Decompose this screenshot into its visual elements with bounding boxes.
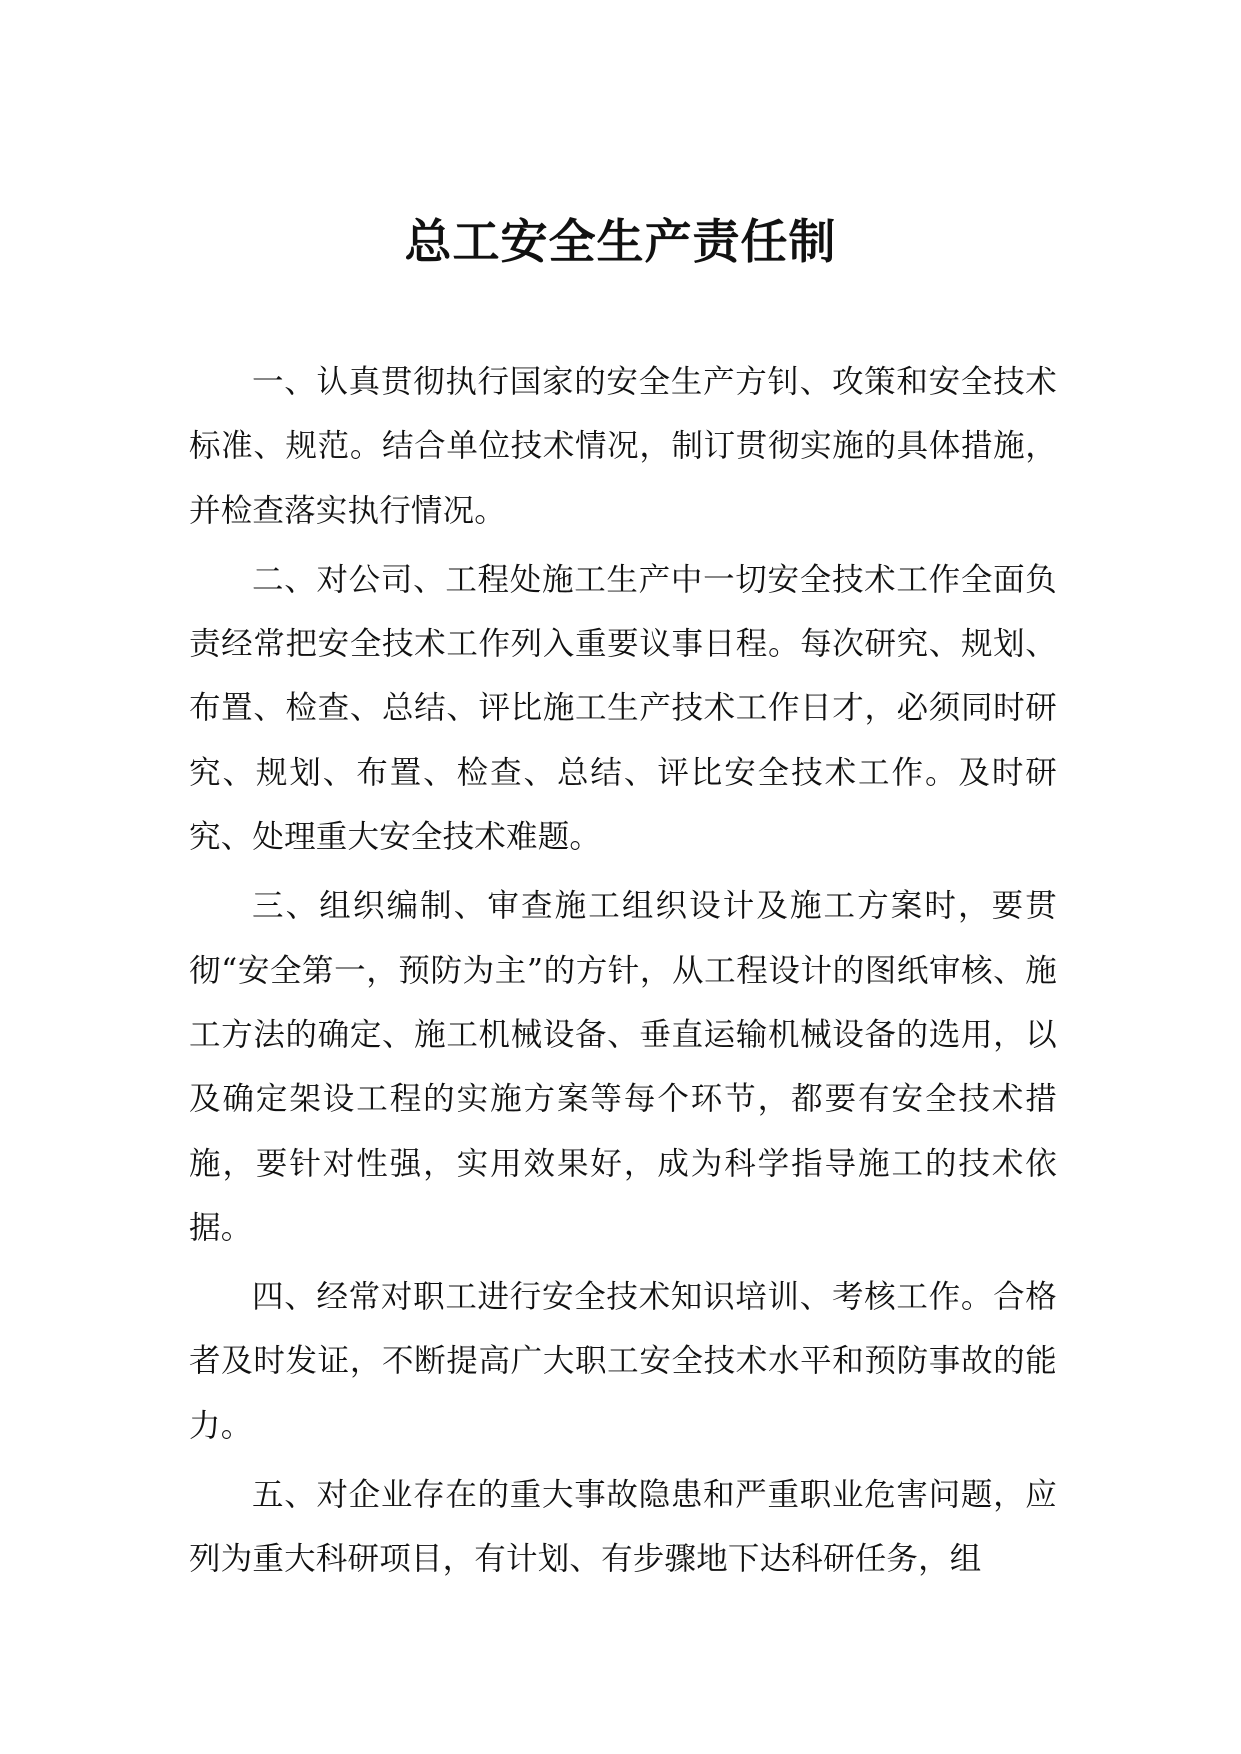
paragraph-1: 一、认真贯彻执行国家的安全生产方钊、攻策和安全技术标准、规范。结合单位技术情况，制订贯彻实施的具体措施，并检查落实执行情况。 (189, 364, 1057, 529)
document-title: 总工安全生产责任制 (404, 215, 837, 270)
paragraph-2: 二、对公司、工程处施工生产中一切安全技术工作全面负责经常把安全技术工作列入重要议事日程。每次研究、规划、布置、检查、总结、评比施工生产技术工作日才，必须同时研究、规划、布置、检查、总结、评比安全技术工作。及时研究、处理重大安全技术难题。 (189, 561, 1057, 856)
paragraph-5: 五、对企业存在的重大事故隐患和严重职业危害问题，应列为重大科研项目，有计划、有步骤地下达科研任务，组 (189, 1477, 1057, 1578)
paragraph-3: 三、组织编制、审查施工组织设计及施工方案时，要贯彻“安全第一，预防为主”的方针，从工程设计的图纸审核、施工方法的确定、施工机械设备、垂直运输机械设备的选用，以及确定架设工程的实施方案等每个环节，都要有安全技术措施，要针对性强，实用效果好，成为科学指导施工的技术依据。 (189, 888, 1057, 1246)
paragraph-4: 四、经常对职工进行安全技术知识培训、考核工作。合格者及时发证，不断提高广大职工安全技术水平和预防事故的能力。 (189, 1279, 1057, 1444)
document-body (189, 350, 1057, 1597)
